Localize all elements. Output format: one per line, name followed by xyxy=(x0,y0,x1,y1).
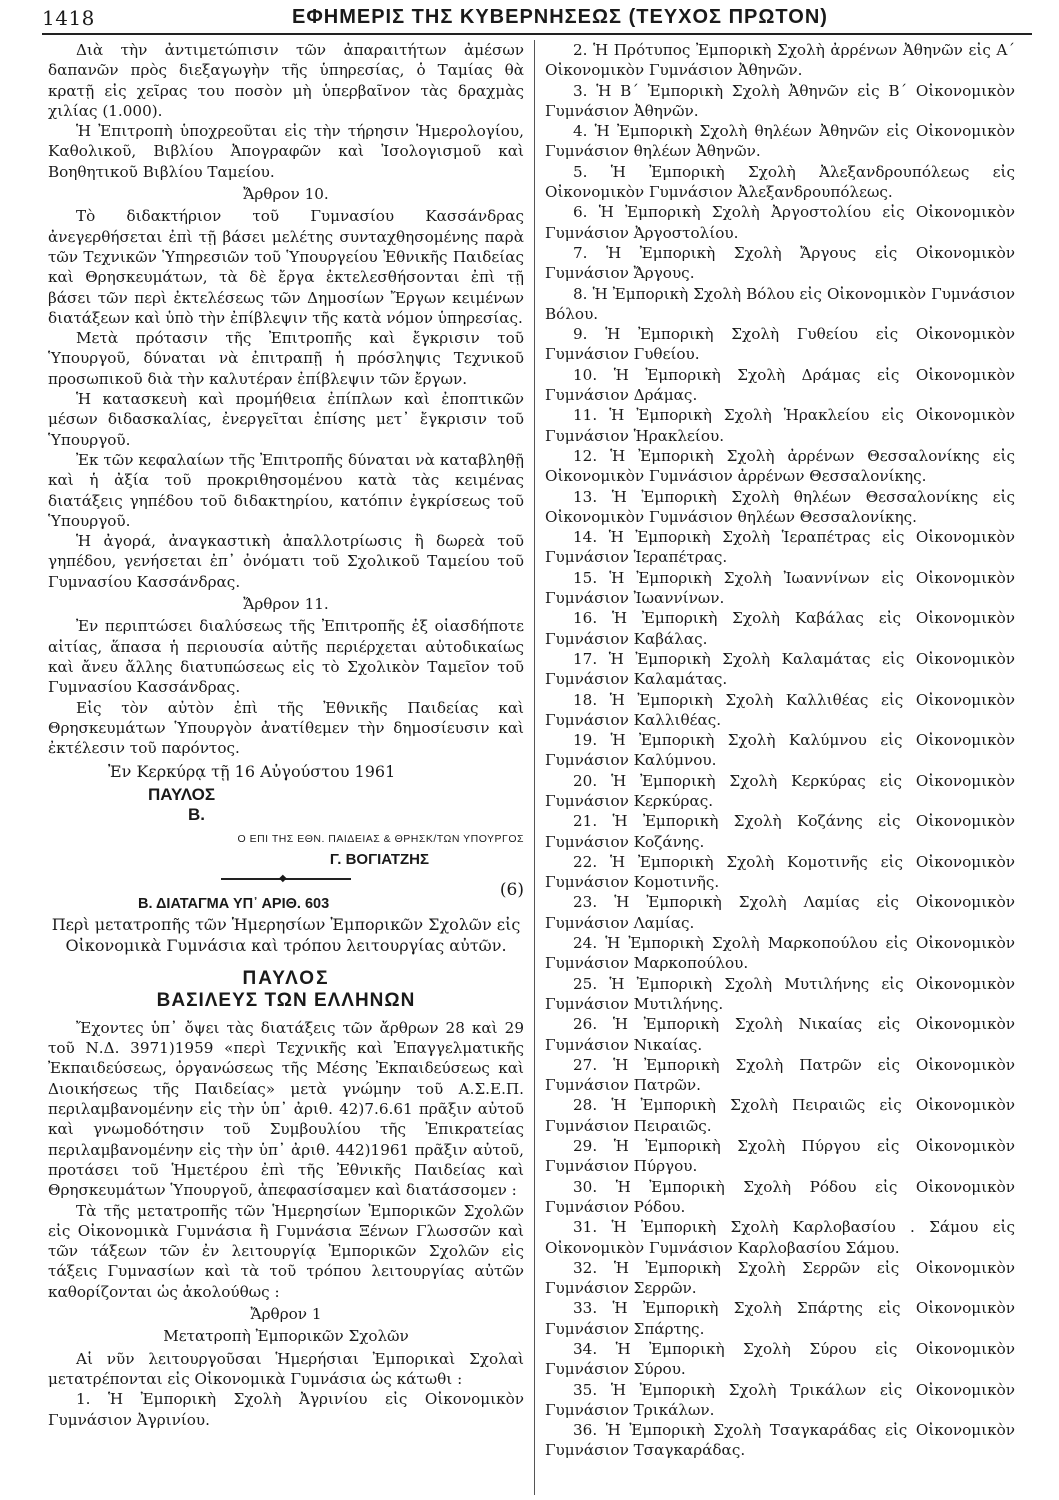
right-column xyxy=(545,40,1015,1461)
article-heading: Ἄρθρον 10. xyxy=(243,185,329,204)
list-item: 26. Ἡ Ἐμπορικὴ Σχολὴ Νικαίας εἰς Οἰκονομικὸν Γυμνάσιον Νικαίας. xyxy=(545,1015,1015,1054)
list-item: 16. Ἡ Ἐμπορικὴ Σχολὴ Καβάλας εἰς Οἰκονομικὸν Γυμνάσιον Καβάλας. xyxy=(545,609,1015,648)
page-header xyxy=(42,4,1032,34)
decree-subject: Περὶ μετατροπῆς τῶν Ἡμερησίων Ἐμπορικῶν Σχολῶν εἰς Οἰκονομικὰ Γυμνάσια καὶ τρόπου λειτουργίας αὐτῶν. xyxy=(51,914,521,955)
king-signature: ΠΑΥΛΟΣ xyxy=(148,784,216,804)
list-item: 12. Ἡ Ἐμπορικὴ Σχολὴ ἀρρένων Θεσσαλονίκης εἰς Οἰκονομικὸν Γυμνάσιον ἀρρένων Θεσσαλονίκης. xyxy=(545,446,1015,486)
list-item: 28. Ἡ Ἐμπορικὴ Σχολὴ Πειραιῶς εἰς Οἰκονομικὸν Γυμνάσιον Πειραιῶς. xyxy=(545,1096,1015,1135)
paragraph: Ἔχοντες ὑπ᾽ ὄψει τὰς διατάξεις τῶν ἄρθρων 28 καὶ 29 τοῦ Ν.Δ. 3971)1959 «περὶ Τεχνικῆς καὶ Ἐπαγγελματικῆς Ἐκπαιδεύσεως, ὀργανώσεως τῆς Μέσης Ἐκπαιδεύσεως καὶ Διοικήσεως τῆς Παιδείας» μετὰ γνώμην τοῦ Α.Σ.Ε.Π. περιλαμβανομένην εἰς τὴν ὑπ᾽ ἀριθ. 42)7.6.61 πρᾶξιν αὐτοῦ καὶ γνωμοδότησιν τοῦ Συμβουλίου τῆς Ἐπικρατείας περιλαμβανομένην εἰς τὴν ὑπ᾽ ἀριθ. 442)1961 πρᾶξιν αὐτοῦ, προτάσει τοῦ Ἡμετέρου ἐπὶ τῆς Ἐθνικῆς Παιδείας καὶ Θρησκευμάτων Ὑπουργοῦ, ἀπεφασίσαμεν καὶ διατάσσομεν : xyxy=(48,1018,524,1200)
king-heading: ΠΑΥΛΟΣ xyxy=(242,967,330,989)
list-item: 32. Ἡ Ἐμπορικὴ Σχολὴ Σερρῶν εἰς Οἰκονομικὸν Γυμνάσιον Σερρῶν. xyxy=(545,1258,1015,1298)
list-item: 4. Ἡ Ἐμπορικὴ Σχολὴ θηλέων Ἀθηνῶν εἰς Οἰκονομικὸν Γυμνάσιον θηλέων Ἀθηνῶν. xyxy=(545,122,1015,161)
signing-place-date: Ἐν Κερκύρᾳ τῇ 16 Αὐγούστου 1961 xyxy=(108,762,396,782)
list-item: 17. Ἡ Ἐμπορικὴ Σχολὴ Καλαμάτας εἰς Οἰκονομικὸν Γυμνάσιον Καλαμάτας. xyxy=(545,649,1015,689)
list-item: 1. Ἡ Ἐμπορικὴ Σχολὴ Ἀγρινίου εἰς Οἰκονομικὸν Γυμνάσιον Ἀγρινίου. xyxy=(48,1390,524,1429)
paragraph: Ἡ κατασκευὴ καὶ προμήθεια ἐπίπλων καὶ ἐποπτικῶν μέσων διδασκαλίας, ἐνεργεῖται ἐπίσης μετ᾽ ἔγκρισιν τοῦ Ὑπουργοῦ. xyxy=(48,390,524,449)
list-item: 14. Ἡ Ἐμπορικὴ Σχολὴ Ἱεραπέτρας εἰς Οἰκονομικὸν Γυμνάσιον Ἱεραπέτρας. xyxy=(545,528,1015,567)
king-initial: Β. xyxy=(188,804,205,824)
paragraph: Μετὰ πρότασιν τῆς Ἐπιτροπῆς καὶ ἔγκρισιν τοῦ Ὑπουργοῦ, δύναται νὰ ἐπιτραπῇ ἡ πρόσληψις Τεχνικοῦ προσωπικοῦ διὰ τὴν καλυτέραν ἐπίβλεψιν τῶν ἔργων. xyxy=(48,329,524,388)
list-item: 20. Ἡ Ἐμπορικὴ Σχολὴ Κερκύρας εἰς Οἰκονομικὸν Γυμνάσιον Κερκύρας. xyxy=(545,771,1015,810)
list-item: 6. Ἡ Ἐμπορικὴ Σχολὴ Ἀργοστολίου εἰς Οἰκονομικὸν Γυμνάσιον Ἀργοστολίου. xyxy=(545,203,1015,242)
paragraph: Αἱ νῦν λειτουργοῦσαι Ἡμερήσιαι Ἐμπορικαὶ Σχολαὶ μετατρέπονται εἰς Οἰκονομικὰ Γυμνάσια ὡς κάτωθι : xyxy=(48,1349,524,1388)
paragraph: Τὸ διδακτήριον τοῦ Γυμνασίου Κασσάνδρας ἀνεγερθήσεται ἐπὶ τῇ βάσει μελέτης συνταχθησομένης παρὰ τῶν Τεχνικῶν Ὑπηρεσιῶν τοῦ Ὑπουργείου Ἐθνικῆς Παιδείας καὶ Θρησκευμάτων, τὰ δὲ ἔργα ἐκτελεσθήσονται ἐπὶ τῇ βάσει τῶν περὶ ἐκτελέσεως τῶν Δημοσίων Ἔργων κειμένων διατάξεων καὶ ὑπὸ τὴν ἐπίβλεψιν τῆς κατὰ νόμον ὑπηρεσίας. xyxy=(48,207,524,327)
minister-title: Ο ΕΠΙ ΤΗΣ ΕΘΝ. ΠΑΙΔΕΙΑΣ & ΘΡΗΣΚ/ΤΩΝ ΥΠΟΥΡΓΟΣ xyxy=(237,833,524,846)
paragraph: Εἰς τὸν αὐτὸν ἐπὶ τῆς Ἐθνικῆς Παιδείας καὶ Θρησκευμάτων Ὑπουργὸν ἀνατίθεμεν τὴν δημοσίευσιν καὶ ἐκτέλεσιν τοῦ παρόντος. xyxy=(48,698,524,758)
list-item: 13. Ἡ Ἐμπορικὴ Σχολὴ θηλέων Θεσσαλονίκης εἰς Οἰκονομικὸν Γυμνάσιον θηλέων Θεσσαλονίκης. xyxy=(545,487,1015,526)
list-item: 8. Ἡ Ἐμπορικὴ Σχολὴ Βόλου εἰς Οἰκονομικὸν Γυμνάσιον Βόλου. xyxy=(545,284,1015,323)
list-item: 18. Ἡ Ἐμπορικὴ Σχολὴ Καλλιθέας εἰς Οἰκονομικὸν Γυμνάσιον Καλλιθέας. xyxy=(545,690,1015,729)
paragraph: Ἡ ἀγορά, ἀναγκαστικὴ ἀπαλλοτρίωσις ἢ δωρεὰ τοῦ γηπέδου, γενήσεται ἐπ᾽ ὀνόματι τοῦ Σχολικοῦ Ταμείου τοῦ Γυμνασίου Κασσάνδρας. xyxy=(48,532,524,591)
decree-header xyxy=(48,879,524,914)
article-title: Μετατροπὴ Ἐμπορικῶν Σχολῶν xyxy=(163,1327,409,1346)
list-item: 23. Ἡ Ἐμπορικὴ Σχολὴ Λαμίας εἰς Οἰκονομικὸν Γυμνάσιον Λαμίας. xyxy=(545,893,1015,932)
list-item: 27. Ἡ Ἐμπορικὴ Σχολὴ Πατρῶν εἰς Οἰκονομικὸν Γυμνάσιον Πατρῶν. xyxy=(545,1055,1015,1095)
list-item: 24. Ἡ Ἐμπορικὴ Σχολὴ Μαρκοπούλου εἰς Οἰκονομικὸν Γυμνάσιον Μαρκοπούλου. xyxy=(545,934,1015,973)
list-item: 34. Ἡ Ἐμπορικὴ Σχολὴ Σύρου εἰς Οἰκονομικὸν Γυμνάσιον Σύρου. xyxy=(545,1340,1015,1379)
list-item: 36. Ἡ Ἐμπορικὴ Σχολὴ Τσαγκαράδας εἰς Οἰκονομικὸν Γυμνάσιον Τσαγκαράδας. xyxy=(545,1421,1015,1460)
page-number: 1418 xyxy=(42,6,95,30)
divider-ornament-icon: ◆ xyxy=(279,872,287,884)
journal-title: ΕΦΗΜΕΡΙΣ ΤΗΣ ΚΥΒΕΡΝΗΣΕΩΣ (ΤΕΥΧΟΣ ΠΡΩΤΟΝ) xyxy=(292,6,828,28)
paragraph: Διὰ τὴν ἀντιμετώπισιν τῶν ἀπαραιτήτων ἀμέσων δαπανῶν πρὸς διεξαγωγὴν τῆς ὑπηρεσίας, ὁ Ταμίας θὰ κρατῇ εἰς χεῖρας του ποσὸν μὴ ὑπερβαῖνον τὰς δραχμὰς χιλίας (1.000). xyxy=(48,41,524,120)
list-item: 5. Ἡ Ἐμπορικὴ Σχολὴ Ἀλεξανδρουπόλεως εἰς Οἰκονομικὸν Γυμνάσιον Ἀλεξανδρουπόλεως. xyxy=(545,162,1015,202)
list-item: 3. Ἡ Β΄ Ἐμπορικὴ Σχολὴ Ἀθηνῶν εἰς Β΄ Οἰκονομικὸν Γυμνάσιον Ἀθηνῶν. xyxy=(545,81,1015,120)
list-item: 22. Ἡ Ἐμπορικὴ Σχολὴ Κομοτινῆς εἰς Οἰκονομικὸν Γυμνάσιον Κομοτινῆς. xyxy=(545,852,1015,892)
paragraph: Ἐκ τῶν κεφαλαίων τῆς Ἐπιτροπῆς δύναται νὰ καταβληθῇ καὶ ἡ ἀξία τοῦ προκριθησομένου κατὰ τὰς κειμένας διατάξεις γηπέδου τοῦ διδακτηρίου, κατόπιν ἐγκρίσεως τοῦ Ὑπουργοῦ. xyxy=(48,450,524,530)
left-column xyxy=(48,40,524,1430)
paragraph: Ἐν περιπτώσει διαλύσεως τῆς Ἐπιτροπῆς ἐξ οἱασδήποτε αἰτίας, ἅπασα ἡ περιουσία αὐτῆς περιέρχεται αὐτοδικαίως καὶ ἄνευ ἄλλης διατυπώσεως εἰς τὸ Σχολικὸν Ταμεῖον τοῦ Γυμνασίου Κασσάνδρας. xyxy=(48,617,524,697)
list-item: 10. Ἡ Ἐμπορικὴ Σχολὴ Δράμας εἰς Οἰκονομικὸν Γυμνάσιον Δράμας. xyxy=(545,365,1015,405)
paragraph: Ἡ Ἐπιτροπὴ ὑποχρεοῦται εἰς τὴν τήρησιν Ἡμερολογίου, Καθολικοῦ, Βιβλίου Ἀπογραφῶν καὶ Ἰσολογισμοῦ καὶ Βοηθητικοῦ Βιβλίου Ταμείου. xyxy=(48,122,524,181)
list-item: 7. Ἡ Ἐμπορικὴ Σχολὴ Ἄργους εἰς Οἰκονομικὸν Γυμνάσιον Ἄργους. xyxy=(545,243,1015,283)
list-item: 11. Ἡ Ἐμπορικὴ Σχολὴ Ἡρακλείου εἰς Οἰκονομικὸν Γυμνάσιον Ἡρακλείου. xyxy=(545,406,1015,445)
list-item: 35. Ἡ Ἐμπορικὴ Σχολὴ Τρικάλων εἰς Οἰκονομικὸν Γυμνάσιον Τρικάλων. xyxy=(545,1380,1015,1419)
list-item: 19. Ἡ Ἐμπορικὴ Σχολὴ Καλύμνου εἰς Οἰκονομικὸν Γυμνάσιον Καλύμνου. xyxy=(545,731,1015,770)
list-item: 25. Ἡ Ἐμπορικὴ Σχολὴ Μυτιλήνης εἰς Οἰκονομικὸν Γυμνάσιον Μυτιλήνης. xyxy=(545,974,1015,1013)
column-divider xyxy=(534,40,535,1495)
list-item: 15. Ἡ Ἐμπορικὴ Σχολὴ Ἰωαννίνων εἰς Οἰκονομικὸν Γυμνάσιον Ἰωαννίνων. xyxy=(545,568,1015,608)
list-item: 21. Ἡ Ἐμπορικὴ Σχολὴ Κοζάνης εἰς Οἰκονομικὸν Γυμνάσιον Κοζάνης. xyxy=(545,812,1015,851)
decree-number: Β. ΔΙΑΤΑΓΜΑ ΥΠ᾽ ΑΡΙΘ. 603 xyxy=(138,895,330,912)
list-item: 29. Ἡ Ἐμπορικὴ Σχολὴ Πύργου εἰς Οἰκονομικὸν Γυμνάσιον Πύργου. xyxy=(545,1137,1015,1176)
list-item: 33. Ἡ Ἐμπορικὴ Σχολὴ Σπάρτης εἰς Οἰκονομικὸν Γυμνάσιον Σπάρτης. xyxy=(545,1299,1015,1338)
header-rule xyxy=(42,33,1032,35)
list-item: 30. Ἡ Ἐμπορικὴ Σχολὴ Ρόδου εἰς Οἰκονομικὸν Γυμνάσιον Ρόδου. xyxy=(545,1177,1015,1216)
section-divider xyxy=(221,872,351,884)
list-item: 2. Ἡ Πρότυπος Ἐμπορικὴ Σχολὴ ἀρρένων Ἀθηνῶν εἰς Α΄ Οἰκονομικὸν Γυμνάσιον Ἀθηνῶν. xyxy=(545,41,1015,80)
decree-tag: (6) xyxy=(499,879,524,900)
article-heading: Ἄρθρον 1 xyxy=(250,1305,322,1324)
paragraph: Τὰ τῆς μετατροπῆς τῶν Ἡμερησίων Ἐμπορικῶν Σχολῶν εἰς Οἰκονομικὰ Γυμνάσια ἢ Γυμνάσια Ξένων Γλωσσῶν καὶ τῶν τάξεων τῶν ἐν λειτουργίᾳ Ἐμπορικῶν Σχολῶν εἰς τάξεις Γυμνασίων καὶ τὰ τοῦ τρόπου λειτουργίας αὐτῶν καθορίζονται ὡς ἀκολούθως : xyxy=(48,1201,524,1301)
list-item: 31. Ἡ Ἐμπορικὴ Σχολὴ Καρλοβασίου . Σάμου εἰς Οἰκονομικὸν Γυμνάσιον Καρλοβασίου Σάμου. xyxy=(545,1218,1015,1257)
list-item: 9. Ἡ Ἐμπορικὴ Σχολὴ Γυθείου εἰς Οἰκονομικὸν Γυμνάσιον Γυθείου. xyxy=(545,325,1015,364)
king-heading-title: ΒΑΣΙΛΕΥΣ ΤΩΝ ΕΛΛΗΝΩΝ xyxy=(156,989,416,1011)
article-heading: Ἄρθρον 11. xyxy=(243,595,329,614)
minister-name: Γ. ΒΟΓΙΑΤΖΗΣ xyxy=(329,850,429,868)
